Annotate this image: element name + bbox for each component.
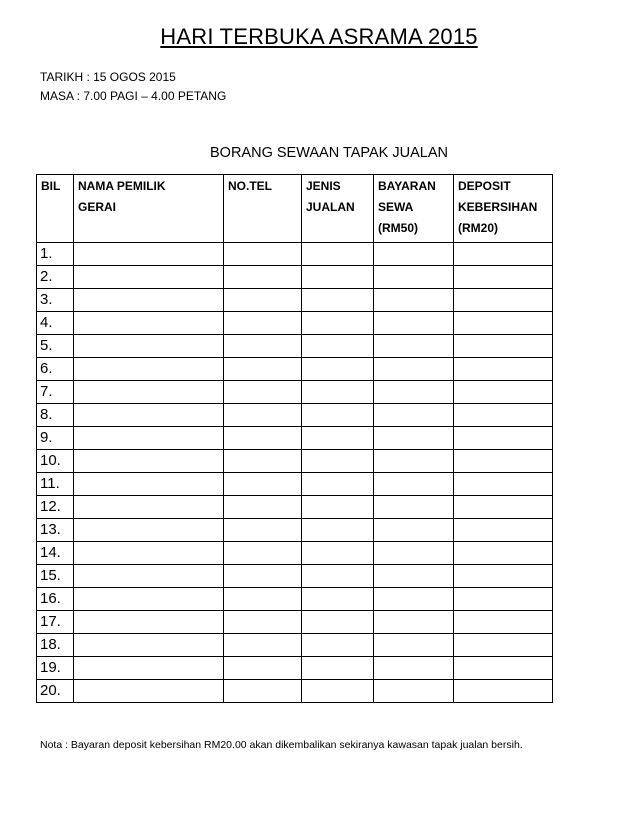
cell-deposit-kebersihan[interactable] bbox=[454, 519, 553, 542]
table-row bbox=[37, 381, 553, 404]
row-number: 5. bbox=[37, 335, 74, 358]
cell-nama-pemilik[interactable] bbox=[74, 312, 224, 335]
table-row bbox=[37, 519, 553, 542]
row-number: 7. bbox=[37, 381, 74, 404]
cell-no-tel[interactable] bbox=[224, 243, 302, 266]
cell-deposit-kebersihan[interactable] bbox=[454, 358, 553, 381]
table-row bbox=[37, 289, 553, 312]
cell-bayaran-sewa[interactable] bbox=[374, 519, 454, 542]
cell-no-tel[interactable] bbox=[224, 634, 302, 657]
cell-bayaran-sewa[interactable] bbox=[374, 611, 454, 634]
cell-nama-pemilik[interactable] bbox=[74, 657, 224, 680]
row-number: 20. bbox=[37, 680, 74, 703]
cell-no-tel[interactable] bbox=[224, 358, 302, 381]
header-line: (RM50) bbox=[378, 221, 419, 235]
header-line: BAYARAN bbox=[378, 179, 436, 193]
row-number: 3. bbox=[37, 289, 74, 312]
cell-jenis-jualan[interactable] bbox=[302, 680, 374, 703]
header-line: NO.TEL bbox=[228, 179, 272, 193]
cell-nama-pemilik[interactable] bbox=[74, 473, 224, 496]
cell-nama-pemilik[interactable] bbox=[74, 496, 224, 519]
cell-deposit-kebersihan[interactable] bbox=[454, 289, 553, 312]
cell-deposit-kebersihan[interactable] bbox=[454, 496, 553, 519]
cell-jenis-jualan[interactable] bbox=[302, 427, 374, 450]
cell-deposit-kebersihan[interactable] bbox=[454, 427, 553, 450]
document-title: HARI TERBUKA ASRAMA 2015 bbox=[160, 24, 478, 49]
cell-nama-pemilik[interactable] bbox=[74, 634, 224, 657]
cell-jenis-jualan[interactable] bbox=[302, 657, 374, 680]
cell-no-tel[interactable] bbox=[224, 565, 302, 588]
cell-bayaran-sewa[interactable] bbox=[374, 588, 454, 611]
cell-bayaran-sewa[interactable] bbox=[374, 542, 454, 565]
cell-nama-pemilik[interactable] bbox=[74, 680, 224, 703]
row-number: 9. bbox=[37, 427, 74, 450]
row-number: 6. bbox=[37, 358, 74, 381]
table-row bbox=[37, 335, 553, 358]
cell-no-tel[interactable] bbox=[224, 542, 302, 565]
cell-jenis-jualan[interactable] bbox=[302, 266, 374, 289]
row-number: 18. bbox=[37, 634, 74, 657]
cell-jenis-jualan[interactable] bbox=[302, 473, 374, 496]
cell-nama-pemilik[interactable] bbox=[74, 404, 224, 427]
table-row bbox=[37, 657, 553, 680]
table-row bbox=[37, 565, 553, 588]
table-row bbox=[37, 611, 553, 634]
cell-jenis-jualan[interactable] bbox=[302, 611, 374, 634]
cell-nama-pemilik[interactable] bbox=[74, 588, 224, 611]
table-row bbox=[37, 542, 553, 565]
cell-nama-pemilik[interactable] bbox=[74, 519, 224, 542]
cell-bayaran-sewa[interactable] bbox=[374, 473, 454, 496]
header-nama-pemilik bbox=[74, 175, 224, 243]
cell-bayaran-sewa[interactable] bbox=[374, 243, 454, 266]
cell-no-tel[interactable] bbox=[224, 450, 302, 473]
cell-deposit-kebersihan[interactable] bbox=[454, 588, 553, 611]
row-number: 11. bbox=[37, 473, 74, 496]
table-row bbox=[37, 404, 553, 427]
header-line: SEWA bbox=[378, 200, 414, 214]
cell-no-tel[interactable] bbox=[224, 404, 302, 427]
table-row bbox=[37, 266, 553, 289]
cell-nama-pemilik[interactable] bbox=[74, 450, 224, 473]
cell-jenis-jualan[interactable] bbox=[302, 312, 374, 335]
cell-bayaran-sewa[interactable] bbox=[374, 657, 454, 680]
cell-deposit-kebersihan[interactable] bbox=[454, 312, 553, 335]
cell-no-tel[interactable] bbox=[224, 312, 302, 335]
cell-jenis-jualan[interactable] bbox=[302, 588, 374, 611]
header-no-tel bbox=[224, 175, 302, 243]
cell-no-tel[interactable] bbox=[224, 427, 302, 450]
cell-bayaran-sewa[interactable] bbox=[374, 289, 454, 312]
cell-jenis-jualan[interactable] bbox=[302, 404, 374, 427]
cell-no-tel[interactable] bbox=[224, 519, 302, 542]
cell-deposit-kebersihan[interactable] bbox=[454, 542, 553, 565]
row-number: 1. bbox=[37, 243, 74, 266]
cell-jenis-jualan[interactable] bbox=[302, 289, 374, 312]
table-row bbox=[37, 473, 553, 496]
cell-no-tel[interactable] bbox=[224, 335, 302, 358]
cell-bayaran-sewa[interactable] bbox=[374, 450, 454, 473]
cell-deposit-kebersihan[interactable] bbox=[454, 450, 553, 473]
header-line: JENIS bbox=[306, 179, 341, 193]
cell-bayaran-sewa[interactable] bbox=[374, 565, 454, 588]
row-number: 19. bbox=[37, 657, 74, 680]
cell-bayaran-sewa[interactable] bbox=[374, 680, 454, 703]
cell-no-tel[interactable] bbox=[224, 496, 302, 519]
cell-nama-pemilik[interactable] bbox=[74, 335, 224, 358]
cell-bayaran-sewa[interactable] bbox=[374, 404, 454, 427]
row-number: 8. bbox=[37, 404, 74, 427]
header-line: NAMA PEMILIK bbox=[78, 179, 166, 193]
cell-nama-pemilik[interactable] bbox=[74, 381, 224, 404]
cell-deposit-kebersihan[interactable] bbox=[454, 680, 553, 703]
cell-bayaran-sewa[interactable] bbox=[374, 358, 454, 381]
cell-deposit-kebersihan[interactable] bbox=[454, 381, 553, 404]
table-row bbox=[37, 634, 553, 657]
cell-no-tel[interactable] bbox=[224, 611, 302, 634]
cell-jenis-jualan[interactable] bbox=[302, 565, 374, 588]
table-row bbox=[37, 312, 553, 335]
cell-no-tel[interactable] bbox=[224, 266, 302, 289]
cell-nama-pemilik[interactable] bbox=[74, 243, 224, 266]
cell-nama-pemilik[interactable] bbox=[74, 427, 224, 450]
cell-jenis-jualan[interactable] bbox=[302, 358, 374, 381]
cell-deposit-kebersihan[interactable] bbox=[454, 266, 553, 289]
rental-form-table bbox=[36, 174, 553, 703]
cell-jenis-jualan[interactable] bbox=[302, 335, 374, 358]
cell-jenis-jualan[interactable] bbox=[302, 381, 374, 404]
cell-nama-pemilik[interactable] bbox=[74, 542, 224, 565]
table-row bbox=[37, 496, 553, 519]
cell-jenis-jualan[interactable] bbox=[302, 519, 374, 542]
row-number: 4. bbox=[37, 312, 74, 335]
cell-deposit-kebersihan[interactable] bbox=[454, 565, 553, 588]
cell-nama-pemilik[interactable] bbox=[74, 266, 224, 289]
cell-deposit-kebersihan[interactable] bbox=[454, 657, 553, 680]
row-number: 13. bbox=[37, 519, 74, 542]
cell-jenis-jualan[interactable] bbox=[302, 243, 374, 266]
table-header-row bbox=[37, 175, 553, 243]
header-line: KEBERSIHAN bbox=[458, 200, 538, 214]
date-line: TARIKH : 15 OGOS 2015 bbox=[40, 70, 176, 84]
cell-jenis-jualan[interactable] bbox=[302, 542, 374, 565]
header-bayaran-sewa bbox=[374, 175, 454, 243]
row-number: 2. bbox=[37, 266, 74, 289]
table-row bbox=[37, 243, 553, 266]
cell-bayaran-sewa[interactable] bbox=[374, 381, 454, 404]
cell-deposit-kebersihan[interactable] bbox=[454, 634, 553, 657]
cell-no-tel[interactable] bbox=[224, 588, 302, 611]
cell-bayaran-sewa[interactable] bbox=[374, 634, 454, 657]
cell-jenis-jualan[interactable] bbox=[302, 634, 374, 657]
cell-no-tel[interactable] bbox=[224, 680, 302, 703]
cell-no-tel[interactable] bbox=[224, 473, 302, 496]
cell-bayaran-sewa[interactable] bbox=[374, 427, 454, 450]
header-line: GERAI bbox=[78, 200, 117, 214]
row-number: 10. bbox=[37, 450, 74, 473]
cell-bayaran-sewa[interactable] bbox=[374, 266, 454, 289]
header-line: (RM20) bbox=[458, 221, 499, 235]
cell-jenis-jualan[interactable] bbox=[302, 450, 374, 473]
row-number: 16. bbox=[37, 588, 74, 611]
form-title: BORANG SEWAAN TAPAK JUALAN bbox=[210, 145, 448, 161]
header-line: BIL bbox=[41, 179, 61, 193]
row-number: 17. bbox=[37, 611, 74, 634]
cell-deposit-kebersihan[interactable] bbox=[454, 243, 553, 266]
table-row bbox=[37, 427, 553, 450]
cell-bayaran-sewa[interactable] bbox=[374, 335, 454, 358]
header-line: JUALAN bbox=[306, 200, 355, 214]
row-number: 15. bbox=[37, 565, 74, 588]
table-row bbox=[37, 450, 553, 473]
time-line: MASA : 7.00 PAGI – 4.00 PETANG bbox=[40, 89, 227, 103]
header-jenis-jualan bbox=[302, 175, 374, 243]
cell-deposit-kebersihan[interactable] bbox=[454, 335, 553, 358]
cell-deposit-kebersihan[interactable] bbox=[454, 611, 553, 634]
cell-nama-pemilik[interactable] bbox=[74, 565, 224, 588]
cell-no-tel[interactable] bbox=[224, 657, 302, 680]
cell-nama-pemilik[interactable] bbox=[74, 611, 224, 634]
header-bil bbox=[37, 175, 74, 243]
note-text: Nota : Bayaran deposit kebersihan RM20.00 akan dikembalikan sekiranya kawasan tapak jualan bersih. bbox=[40, 739, 523, 751]
cell-jenis-jualan[interactable] bbox=[302, 496, 374, 519]
cell-no-tel[interactable] bbox=[224, 381, 302, 404]
cell-deposit-kebersihan[interactable] bbox=[454, 473, 553, 496]
header-deposit-kebersihan bbox=[454, 175, 553, 243]
row-number: 14. bbox=[37, 542, 74, 565]
table-row bbox=[37, 680, 553, 703]
cell-nama-pemilik[interactable] bbox=[74, 358, 224, 381]
table-row bbox=[37, 588, 553, 611]
cell-bayaran-sewa[interactable] bbox=[374, 496, 454, 519]
cell-bayaran-sewa[interactable] bbox=[374, 312, 454, 335]
row-number: 12. bbox=[37, 496, 74, 519]
table-row bbox=[37, 358, 553, 381]
cell-no-tel[interactable] bbox=[224, 289, 302, 312]
cell-nama-pemilik[interactable] bbox=[74, 289, 224, 312]
cell-deposit-kebersihan[interactable] bbox=[454, 404, 553, 427]
header-line: DEPOSIT bbox=[458, 179, 511, 193]
